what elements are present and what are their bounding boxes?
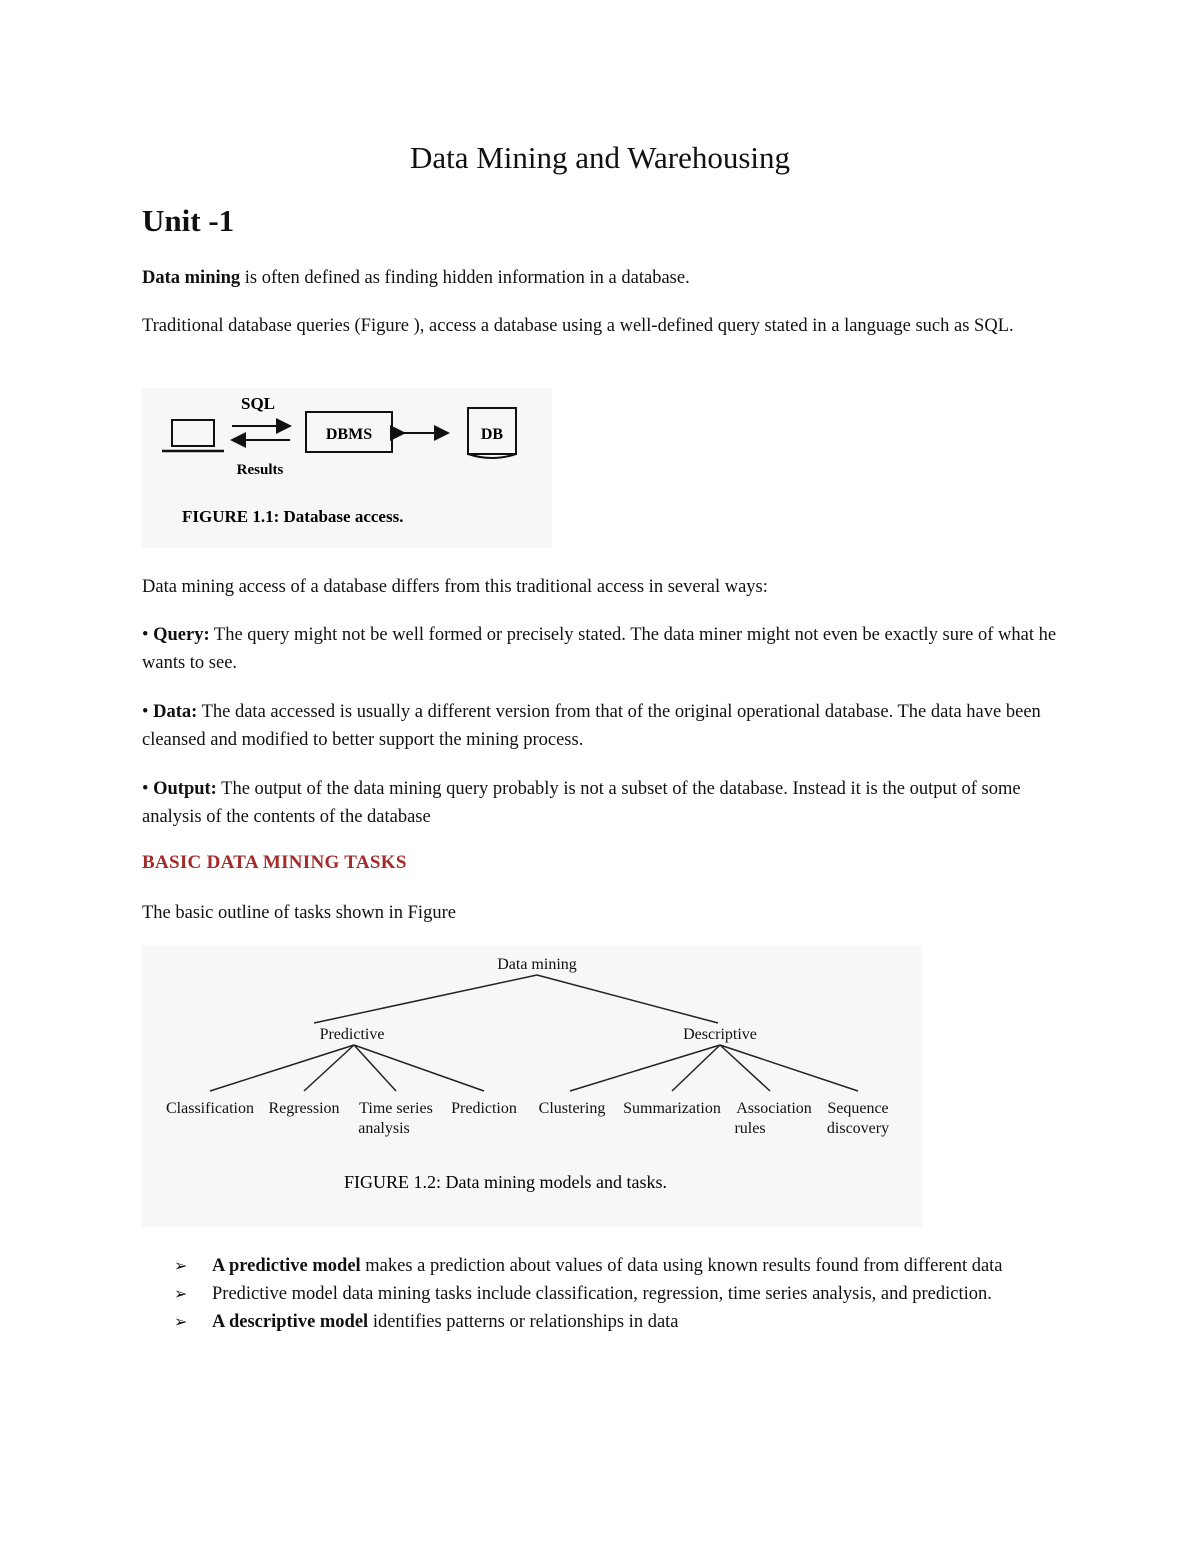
data-mining-tree-diagram	[142, 945, 922, 1227]
database-access-diagram	[142, 388, 552, 548]
node-prediction: Prediction	[451, 1100, 517, 1117]
predictive-tasks-text: Predictive model data mining tasks include classification, regression, time series analysis, and prediction.	[212, 1284, 992, 1304]
tasks-intro: The basic outline of tasks shown in Figure	[142, 903, 456, 923]
dbms-label: DBMS	[325, 426, 373, 443]
node-regression: Regression	[268, 1100, 340, 1117]
node-time-series: Time series	[359, 1100, 433, 1117]
bullet-marker: •	[142, 779, 154, 799]
predictive-model-text: makes a prediction about values of data using known results found from different data	[360, 1256, 1003, 1276]
laptop-icon	[162, 420, 224, 451]
node-association: Association	[736, 1100, 812, 1117]
output-bullet	[142, 775, 1072, 831]
arrow-bullet-icon: ➢	[174, 1284, 188, 1303]
output-text: The output of the data mining query probably is not a subset of the database. Instead it is the output of some analysis of the contents of the database	[142, 779, 1021, 827]
intro-text: is often defined as finding hidden information in a database.	[240, 268, 690, 288]
node-descriptive: Descriptive	[683, 1026, 757, 1043]
intro-paragraph	[142, 264, 1072, 292]
sql-label: SQL	[240, 394, 276, 413]
node-data-mining: Data mining	[497, 956, 577, 973]
figure2-caption: FIGURE 1.2: Data mining models and tasks.	[344, 1172, 667, 1192]
data-term: Data:	[153, 702, 198, 722]
arrow-bullet-icon: ➢	[174, 1256, 188, 1275]
predictive-model-term: A predictive model	[212, 1256, 361, 1276]
figure-database-access	[142, 388, 552, 548]
figure1-caption: FIGURE 1.1: Database access.	[182, 507, 404, 526]
unit-heading: Unit -1	[142, 203, 235, 238]
node-classification: Classification	[166, 1100, 254, 1117]
tree-edges	[210, 975, 858, 1091]
differs-paragraph: Data mining access of a database differs from this traditional access in several ways:	[142, 577, 768, 597]
db-label: DB	[480, 426, 504, 443]
list-item	[170, 1252, 1050, 1280]
model-bullet-list	[170, 1252, 1050, 1336]
list-item	[170, 1308, 1050, 1336]
tasks-heading: BASIC DATA MINING TASKS	[142, 852, 407, 873]
descriptive-model-text: identifies patterns or relationships in data	[368, 1312, 679, 1332]
results-label: Results	[236, 462, 284, 478]
output-term: Output:	[153, 779, 217, 799]
node-association-line2: rules	[734, 1120, 766, 1137]
intro-term: Data mining	[142, 268, 241, 288]
data-text: The data accessed is usually a different version from that of the original operational database. The data have been cleansed and modified to better support the mining process.	[142, 702, 1041, 750]
node-sequence-line2: discovery	[826, 1120, 890, 1137]
arrow-bullet-icon: ➢	[174, 1312, 188, 1331]
data-bullet	[142, 698, 1072, 754]
list-item	[170, 1280, 1050, 1308]
query-bullet	[142, 621, 1072, 677]
query-term: Query:	[153, 625, 210, 645]
node-clustering: Clustering	[538, 1100, 606, 1117]
bullet-marker: •	[142, 625, 154, 645]
node-time-series-line2: analysis	[358, 1120, 410, 1137]
node-summarization: Summarization	[623, 1100, 721, 1117]
document-title: Data Mining and Warehousing	[409, 140, 791, 175]
bullet-marker: •	[142, 702, 154, 722]
node-sequence: Sequence	[827, 1100, 889, 1117]
figure-data-mining-tasks	[142, 945, 922, 1227]
query-text: The query might not be well formed or precisely stated. The data miner might not even be exactly sure of what he wants to see.	[142, 625, 1057, 673]
node-predictive: Predictive	[319, 1026, 385, 1043]
traditional-paragraph: Traditional database queries (Figure ), access a database using a well-defined query stated in a language such as SQL.	[142, 316, 1014, 336]
descriptive-model-term: A descriptive model	[212, 1312, 369, 1332]
